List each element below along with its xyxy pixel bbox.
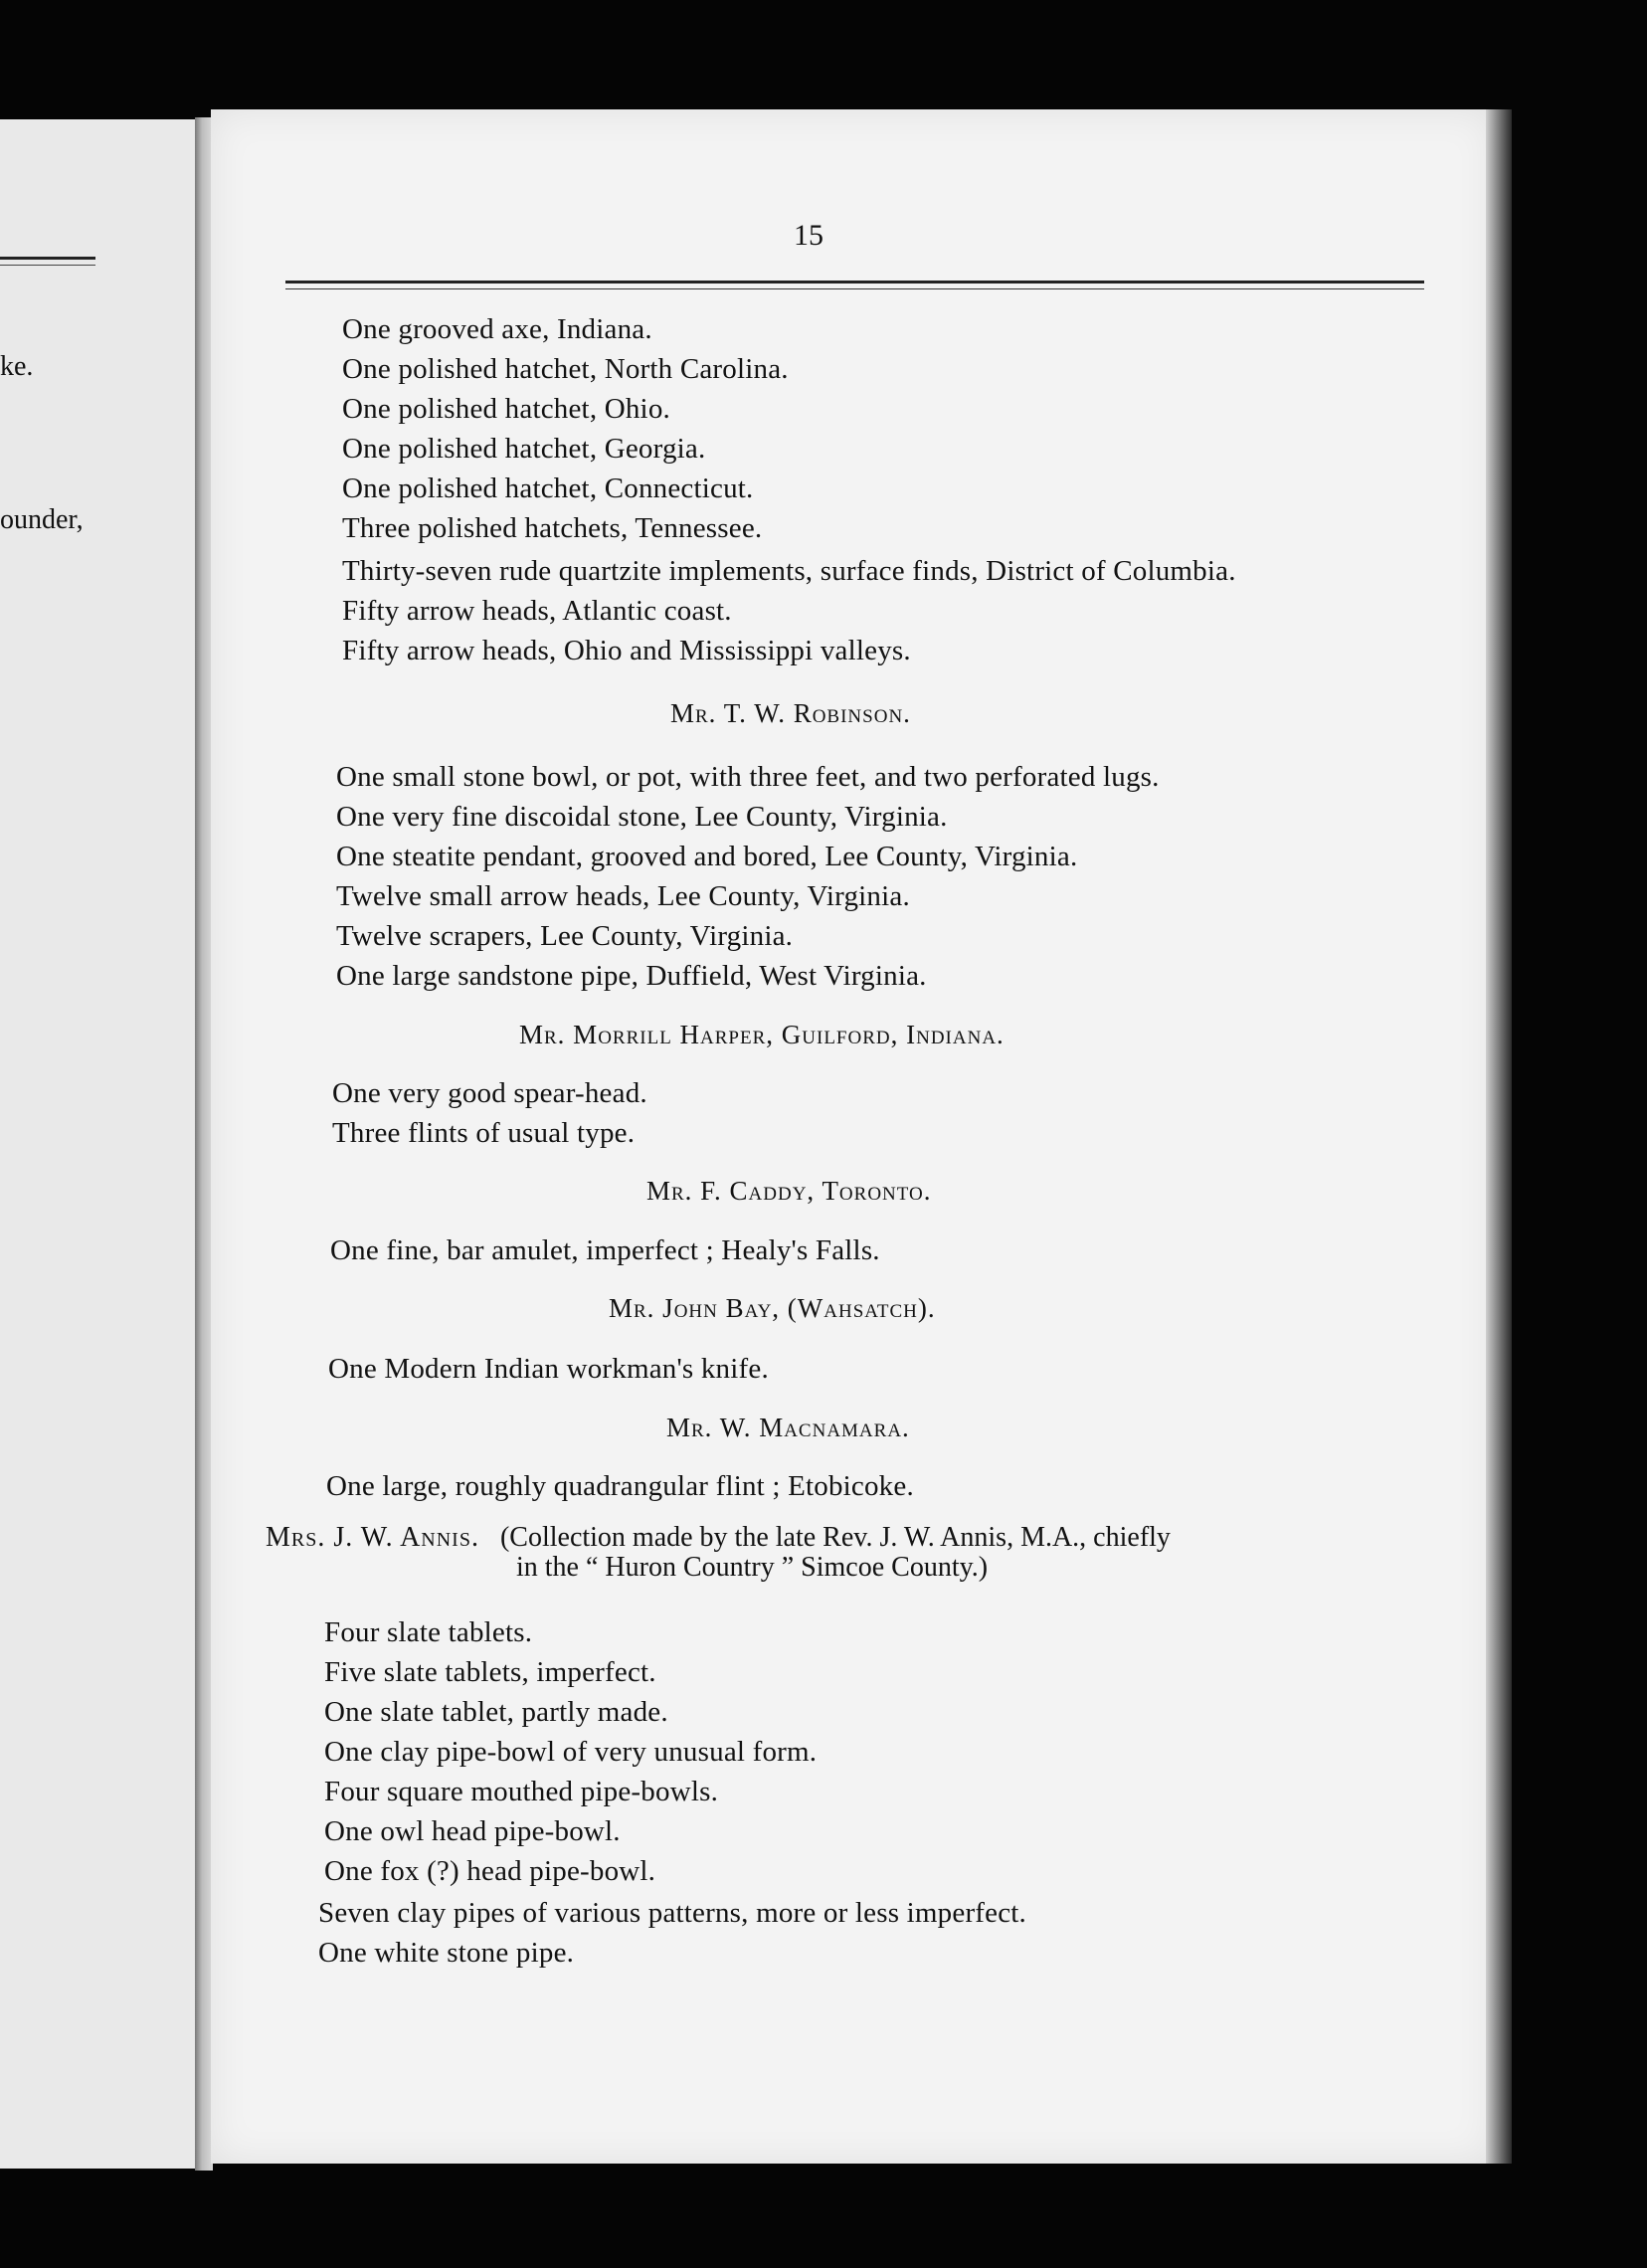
list-item: Thirty-seven rude quartzite implements, surface finds, District of Columbia. (342, 555, 1236, 587)
donor-heading: Mr. T. W. Robinson. (670, 698, 911, 728)
list-item: Four slate tablets. (324, 1616, 533, 1648)
header-rule (285, 281, 1424, 284)
donor-name: Mrs. J. W. Annis. (266, 1522, 479, 1553)
list-item: One polished hatchet, Connecticut. (342, 472, 754, 504)
header-rule-thin (285, 288, 1424, 289)
left-page-edge (0, 119, 195, 2169)
list-item: One polished hatchet, North Carolina. (342, 353, 789, 385)
list-item: Five slate tablets, imperfect. (324, 1656, 656, 1688)
list-item: Fifty arrow heads, Atlantic coast. (342, 595, 732, 627)
list-item: Three polished hatchets, Tennessee. (342, 512, 763, 544)
list-item: Twelve scrapers, Lee County, Virginia. (336, 920, 794, 952)
list-item: One steatite pendant, grooved and bored, Lee County, Virginia. (336, 841, 1078, 872)
list-item: One slate tablet, partly made. (324, 1696, 668, 1728)
donor-heading: Mr. W. Macnamara. (666, 1413, 910, 1442)
annis-heading (266, 1522, 1171, 1554)
list-item: One large sandstone pipe, Duffield, West Virginia. (336, 960, 927, 992)
list-item: One very fine discoidal stone, Lee County, Virginia. (336, 801, 948, 833)
donor-heading: Mr. Morrill Harper, Guilford, Indiana. (519, 1020, 1005, 1049)
collection-note-continued: in the “ Huron Country ” Simcoe County.) (516, 1552, 989, 1583)
list-item: Three flints of usual type. (332, 1117, 636, 1149)
list-item: One small stone bowl, or pot, with three feet, and two perforated lugs. (336, 761, 1160, 793)
list-item: One polished hatchet, Georgia. (342, 433, 706, 465)
left-page-fragment: ke. (0, 351, 34, 382)
donor-heading: Mr. F. Caddy, Toronto. (646, 1176, 932, 1206)
list-item: One white stone pipe. (318, 1937, 575, 1969)
collection-note: (Collection made by the late Rev. J. W. Annis, M.A., chiefly (499, 1522, 1171, 1553)
list-item: Twelve small arrow heads, Lee County, Virginia. (336, 880, 910, 912)
page-edge-shadow (1486, 109, 1512, 2164)
list-item: One owl head pipe-bowl. (324, 1815, 621, 1847)
list-item: One fox (?) head pipe-bowl. (324, 1855, 656, 1887)
list-item: One grooved axe, Indiana. (342, 313, 652, 345)
list-item: One clay pipe-bowl of very unusual form. (324, 1736, 818, 1768)
list-item: One fine, bar amulet, imperfect ; Healy's Falls. (330, 1234, 880, 1266)
list-item: Four square mouthed pipe-bowls. (324, 1776, 719, 1807)
page-number: 15 (794, 219, 824, 252)
left-page-rule-thin (0, 265, 95, 266)
list-item: One Modern Indian workman's knife. (328, 1353, 769, 1385)
list-item: Seven clay pipes of various patterns, more or less imperfect. (318, 1897, 1027, 1929)
list-item: One very good spear-head. (332, 1077, 647, 1109)
list-item: One polished hatchet, Ohio. (342, 393, 670, 425)
left-page-fragment: ounder, (0, 504, 84, 535)
book-page (211, 109, 1494, 2164)
donor-heading: Mr. John Bay, (Wahsatch). (609, 1293, 936, 1323)
list-item: One large, roughly quadrangular flint ; Etobicoke. (326, 1470, 914, 1502)
left-page-rule (0, 257, 95, 260)
list-item: Fifty arrow heads, Ohio and Mississippi valleys. (342, 635, 911, 666)
